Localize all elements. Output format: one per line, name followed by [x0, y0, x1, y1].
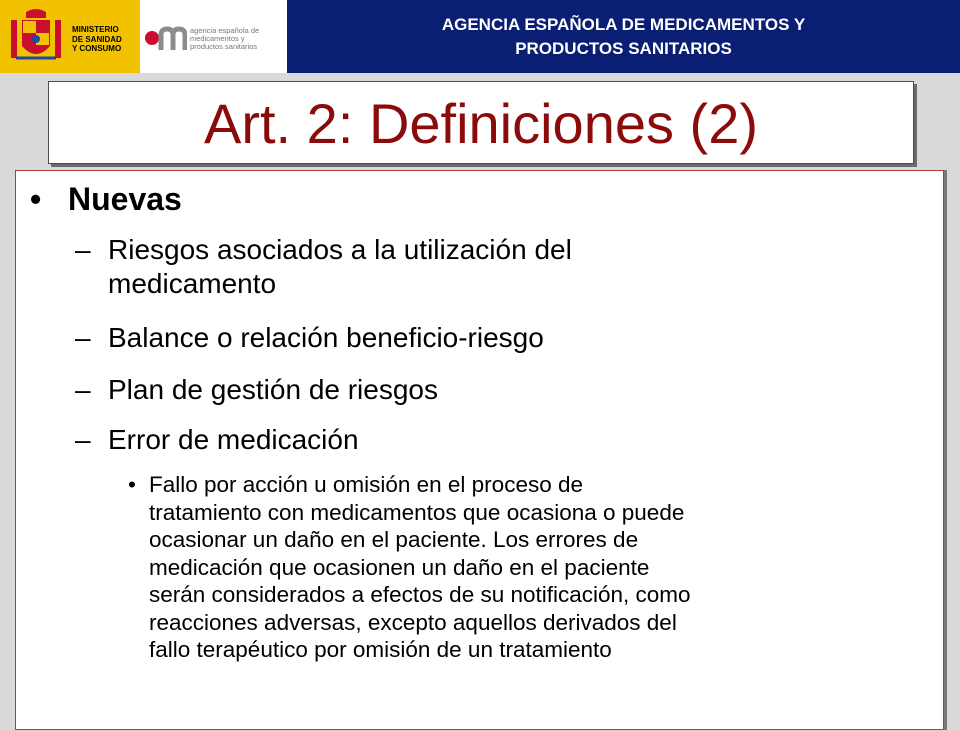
list-item-text: Error de medicación	[108, 424, 359, 455]
dash-icon: –	[75, 424, 91, 455]
ministry-line: MINISTERIO	[72, 25, 119, 34]
list-item	[75, 233, 572, 301]
agency-banner	[285, 0, 960, 73]
agency-logo-line: productos sanitarios	[190, 42, 258, 51]
ministry-line: DE SANIDAD	[72, 34, 122, 44]
list-item-text: Plan de gestión de riesgos	[108, 374, 438, 405]
ministry-logo	[0, 0, 140, 73]
definition-line: medicación que ocasionen un daño en el paciente	[149, 554, 650, 580]
definition-line: serán considerados a efectos de su notificación, como	[149, 582, 691, 607]
definition-line: tratamiento con medicamentos que ocasiona o puede	[149, 499, 685, 525]
sub-list-item	[128, 471, 691, 664]
section-heading: Nuevas	[68, 181, 182, 217]
definition-line: reacciones adversas, excepto aquellos derivados del	[149, 609, 677, 635]
agency-logo	[145, 0, 285, 73]
dash-icon: –	[75, 234, 91, 265]
dash-icon: –	[75, 322, 91, 353]
coat-of-arms-icon	[8, 6, 64, 66]
header-logos	[0, 0, 285, 73]
list-item	[75, 321, 544, 355]
aemps-logo-icon	[145, 26, 187, 50]
list-item-text: medicamento	[108, 268, 277, 299]
list-item-text: Riesgos asociados a la utilización del	[108, 234, 572, 265]
ministry-line: Y CONSUMO	[72, 44, 122, 53]
heading-bullet	[30, 179, 182, 219]
ministry-name	[72, 25, 140, 54]
dash-icon: –	[75, 374, 91, 405]
list-item	[75, 373, 438, 407]
definition-line: ocasionar un daño en el paciente. Los errores de	[149, 527, 639, 552]
agency-logo-line: medicamentos y	[190, 34, 245, 43]
list-item-text: Balance o relación beneficio-riesgo	[108, 322, 544, 353]
list-item	[75, 423, 359, 457]
agency-logo-line: agencia española de	[190, 26, 260, 35]
agency-logo-text	[190, 27, 285, 51]
agency-name	[287, 13, 960, 61]
definition-line: Fallo por acción u omisión en el proceso de	[149, 472, 583, 497]
slide-content	[15, 170, 944, 730]
slide-title: Art. 2: Definiciones (2)	[204, 92, 758, 155]
title-box	[48, 81, 914, 164]
agency-name-line: AGENCIA ESPAÑOLA DE MEDICAMENTOS Y	[441, 15, 806, 34]
bullet-icon: •	[30, 181, 42, 217]
bullet-icon: •	[128, 472, 136, 497]
definition-line: fallo terapéutico por omisión de un tratamiento	[149, 637, 612, 662]
agency-name-line: PRODUCTOS SANITARIOS	[515, 39, 732, 58]
